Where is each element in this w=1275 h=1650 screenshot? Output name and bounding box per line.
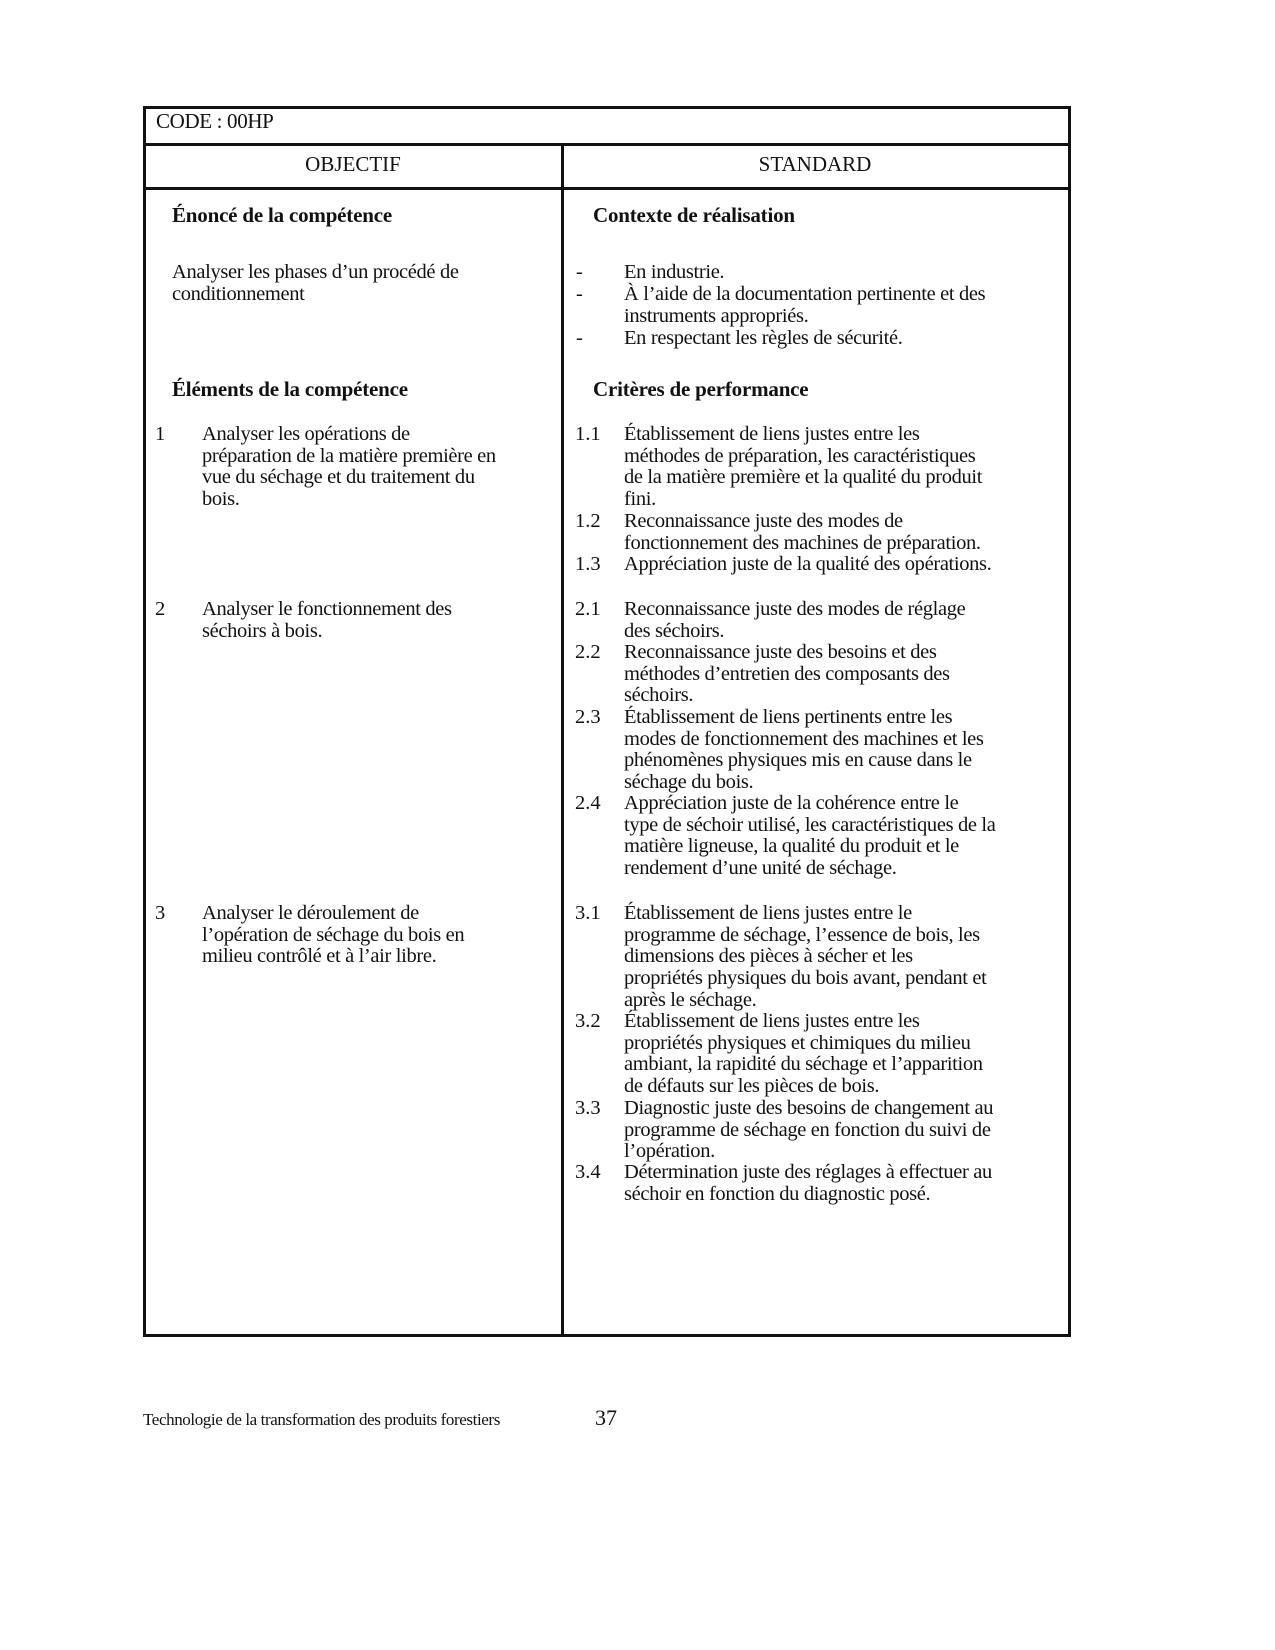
- critere-text-line: séchage du bois.: [624, 771, 754, 794]
- critere-text-line: Établissement de liens justes entre le: [624, 902, 912, 924]
- row-divider: [146, 187, 1068, 190]
- critere-text-line: modes de fonctionnement des machines et les: [624, 727, 984, 750]
- critere-number: 1.3: [575, 553, 601, 575]
- critere-number: 3.3: [575, 1097, 601, 1119]
- contexte-text-line: En industrie.: [624, 261, 725, 283]
- critere-text-line: méthodes de préparation, les caractéristiques: [624, 444, 976, 467]
- element-text-line: milieu contrôlé et à l’air libre.: [202, 945, 437, 968]
- critere-text-line: rendement d’une unité de séchage.: [624, 857, 897, 880]
- enonce-line: conditionnement: [172, 282, 305, 305]
- critere-text-line: de la matière première et la qualité du produit: [624, 466, 983, 489]
- element-text-line: Analyser le fonctionnement des: [202, 598, 452, 620]
- critere-number: 2.4: [575, 792, 601, 814]
- critere-number: 3.4: [575, 1161, 601, 1183]
- element-text-line: séchoirs à bois.: [202, 619, 323, 642]
- critere-text-line: Reconnaissance juste des besoins et des: [624, 641, 937, 663]
- critere-text-line: méthodes d’entretien des composants des: [624, 662, 950, 685]
- critere-text-line: propriétés physiques du bois avant, pendant et: [624, 967, 987, 990]
- contexte-bullet: -: [576, 261, 583, 283]
- critere-text-line: programme de séchage en fonction du suivi de: [624, 1118, 991, 1141]
- row-divider: [146, 143, 1068, 146]
- element-text-line: préparation de la matière première en: [202, 444, 496, 467]
- code-label: CODE : 00HP: [156, 109, 274, 133]
- critere-text-line: Établissement de liens justes entre les: [624, 1010, 920, 1032]
- critere-text-line: de défauts sur les pièces de bois.: [624, 1075, 880, 1098]
- critere-text-line: Détermination juste des réglages à effectuer au: [624, 1161, 992, 1183]
- critere-text-line: après le séchage.: [624, 988, 757, 1011]
- element-text-line: bois.: [202, 488, 240, 511]
- critere-number: 1.2: [575, 510, 601, 532]
- contexte-text-line: instruments appropriés.: [624, 304, 809, 327]
- critere-text-line: phénomènes physiques mis en cause dans le: [624, 749, 972, 772]
- critere-number: 3.1: [575, 902, 601, 924]
- element-text-line: vue du séchage et du traitement du: [202, 466, 475, 489]
- critere-text-line: programme de séchage, l’essence de bois, les: [624, 923, 980, 946]
- critere-text-line: des séchoirs.: [624, 619, 725, 642]
- contexte-bullet: -: [576, 327, 583, 349]
- element-text-line: Analyser les opérations de: [202, 423, 410, 445]
- critere-text-line: Reconnaissance juste des modes de réglage: [624, 598, 966, 620]
- elements-title: Éléments de la compétence: [172, 377, 408, 401]
- critere-text-line: matière ligneuse, la qualité du produit et le: [624, 835, 959, 858]
- critere-text-line: Établissement de liens pertinents entre les: [624, 706, 953, 728]
- critere-text-line: Reconnaissance juste des modes de: [624, 510, 903, 532]
- objectif-header: OBJECTIF: [305, 152, 401, 176]
- element-number: 3: [155, 902, 166, 924]
- footer-title: Technologie de la transformation des produits forestiers: [143, 1410, 500, 1429]
- contexte-title: Contexte de réalisation: [593, 203, 795, 227]
- critere-text-line: fini.: [624, 488, 656, 511]
- element-number: 2: [155, 598, 166, 620]
- critere-text-line: Diagnostic juste des besoins de changement au: [624, 1097, 994, 1119]
- critere-text-line: propriétés physiques et chimiques du milieu: [624, 1031, 971, 1054]
- element-number: 1: [155, 423, 166, 445]
- critere-number: 2.1: [575, 598, 601, 620]
- critere-text-line: dimensions des pièces à sécher et les: [624, 945, 913, 968]
- critere-text-line: ambiant, la rapidité du séchage et l’apparition: [624, 1053, 983, 1076]
- standard-header: STANDARD: [758, 152, 872, 176]
- contexte-text-line: En respectant les règles de sécurité.: [624, 327, 903, 349]
- column-divider: [561, 146, 564, 1334]
- critere-number: 2.2: [575, 641, 601, 663]
- contexte-text-line: À l’aide de la documentation pertinente et des: [624, 283, 986, 305]
- critere-text-line: séchoir en fonction du diagnostic posé.: [624, 1182, 931, 1205]
- enonce-title: Énoncé de la compétence: [172, 203, 392, 227]
- critere-number: 3.2: [575, 1010, 601, 1032]
- critere-text-line: type de séchoir utilisé, les caractéristiques de la: [624, 813, 996, 836]
- critere-text-line: Appréciation juste de la qualité des opérations.: [624, 553, 992, 575]
- critere-text-line: séchoirs.: [624, 684, 694, 707]
- critere-number: 1.1: [575, 423, 601, 445]
- critere-number: 2.3: [575, 706, 601, 728]
- element-text-line: l’opération de séchage du bois en: [202, 923, 465, 946]
- element-text-line: Analyser le déroulement de: [202, 902, 419, 924]
- criteres-title: Critères de performance: [593, 377, 809, 401]
- critere-text-line: Appréciation juste de la cohérence entre le: [624, 792, 959, 814]
- page-number: 37: [595, 1405, 617, 1430]
- critere-text-line: Établissement de liens justes entre les: [624, 423, 920, 445]
- critere-text-line: l’opération.: [624, 1140, 715, 1163]
- critere-text-line: fonctionnement des machines de préparation.: [624, 531, 981, 554]
- contexte-bullet: -: [576, 283, 583, 305]
- enonce-line: Analyser les phases d’un procédé de: [172, 261, 459, 283]
